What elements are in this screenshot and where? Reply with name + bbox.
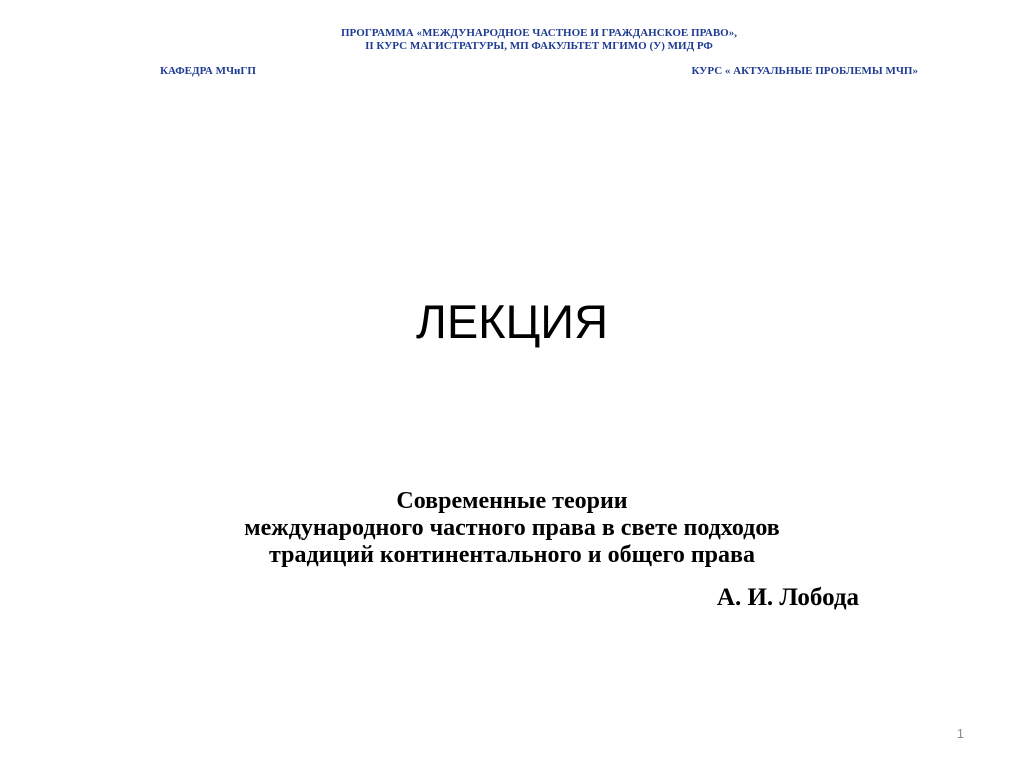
department-label: КАФЕДРА МЧиГП <box>160 65 256 77</box>
program-header-line-2: II КУРС МАГИСТРАТУРЫ, МП ФАКУЛЬТЕТ МГИМО (У) МИД РФ <box>365 40 713 52</box>
author-name: А. И. Лобода <box>716 584 859 611</box>
subtitle-line-1: Современные теории <box>396 488 628 514</box>
program-header-line-1: ПРОГРАММА «МЕЖДУНАРОДНОЕ ЧАСТНОЕ И ГРАЖДАНСКОЕ ПРАВО», <box>341 27 737 39</box>
lecture-title: ЛЕКЦИЯ <box>415 295 609 348</box>
subtitle-line-3: традиций континентального и общего права <box>269 542 755 568</box>
course-label: КУРС « АКТУАЛЬНЫЕ ПРОБЛЕМЫ МЧП» <box>691 65 918 77</box>
program-header <box>0 27 1024 53</box>
subtitle-line-2: международного частного права в свете подходов <box>244 515 780 541</box>
page-number: 1 <box>956 726 964 741</box>
lecture-subtitle <box>0 488 1024 569</box>
